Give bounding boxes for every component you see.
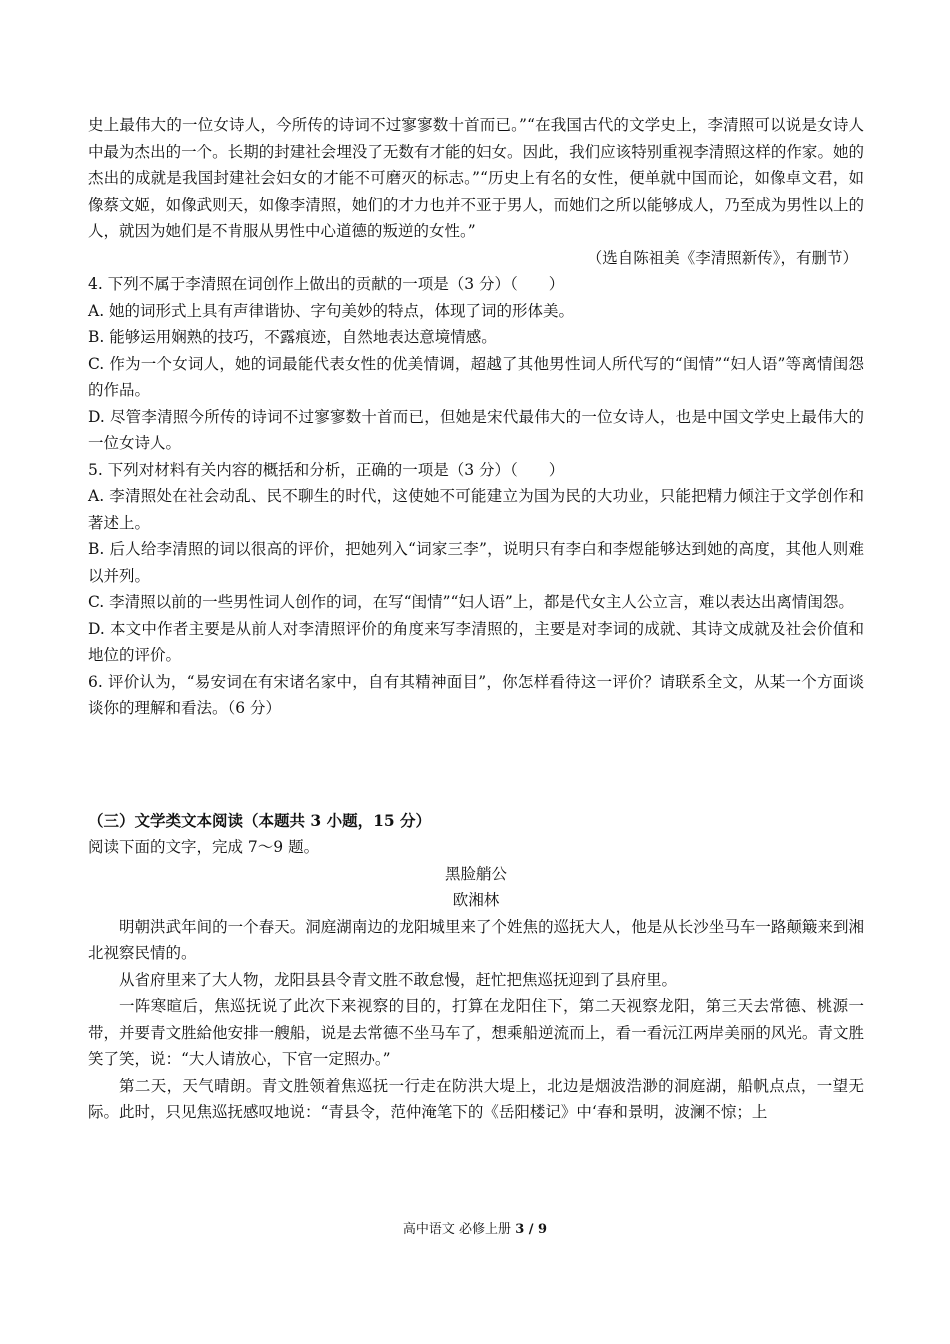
- story-paragraph-4: 第二天，天气晴朗。青文胜领着焦巡抚一行走在防洪大堤上，北边是烟波浩渺的洞庭湖，船帆点点，一望无际。此时，只见焦巡抚感叹地说：“青县令，范仲淹笔下的《岳阳楼记》中‘春和景明，波澜不惊；上: [88, 1076, 864, 1121]
- question-4-option-a: A. 她的词形式上具有声律谐协、字句美妙的特点，体现了词的形体美。: [88, 301, 575, 320]
- question-5-option-b: B. 后人给李清照的词以很高的评价，把她列入“词家三李”，说明只有李白和李煜能够达到她的高度，其他人则难以并列。: [88, 540, 864, 585]
- question-4-option-b: B. 能够运用娴熟的技巧，不露痕迹，自然地表达意境情感。: [88, 328, 497, 346]
- question-5: [88, 457, 864, 669]
- story-title: 黑脸艄公: [444, 864, 507, 883]
- section-3-instruction: 阅读下面的文字，完成 7～9 题。: [88, 838, 320, 856]
- question-4-option-c: C. 作为一个女词人，她的词最能代表女性的优美情调，超越了其他男性词人所代写的“闺情”“妇人语”等离情闺怨的作品。: [88, 354, 864, 399]
- question-6-stem: 6. 评价认为，“易安词在有宋诸名家中，自有其精神面目”，你怎样看待这一评价？请联系全文，从某一个方面谈谈你的理解和看法。（6 分）: [88, 672, 864, 717]
- page-number: 3 / 9: [515, 1222, 548, 1237]
- question-4-stem: 4. 下列不属于李清照在词创作上做出的贡献的一项是（3 分）（ ）: [88, 275, 565, 293]
- question-5-option-c: C. 李清照以前的一些男性词人创作的词，在写“闺情”“妇人语”上，都是代女主人公立言，难以表达出离情闺怨。: [88, 593, 854, 611]
- question-5-option-d: D. 本文中作者主要是从前人对李清照评价的角度来写李清照的，主要是对李词的成就、其诗文成就及社会价值和地位的评价。: [88, 619, 864, 664]
- question-5-option-a: A. 李清照处在社会动乱、民不聊生的时代，这使她不可能建立为国为民的大功业，只能把精力倾注于文学创作和著述上。: [88, 487, 864, 532]
- answer-space: [88, 722, 864, 808]
- source-citation: （选自陈祖美《李清照新传》，有删节）: [586, 248, 858, 267]
- question-4: [88, 271, 864, 457]
- story-paragraph-1: 明朝洪武年间的一个春天。洞庭湖南边的龙阳城里来了个姓焦的巡抚大人，他是从长沙坐马车一路颠簸来到湘北视察民情的。: [88, 917, 864, 962]
- section-3-heading: （三）文学类文本阅读（本题共 3 小题，15 分）: [88, 810, 432, 830]
- question-5-stem: 5. 下列对材料有关内容的概括和分析，正确的一项是（3 分）（ ）: [88, 460, 565, 479]
- footer-label: 高中语文 必修上册: [402, 1222, 512, 1237]
- intro-paragraph: 史上最伟大的一位女诗人，今所传的诗词不过寥寥数十首而已。”“在我国古代的文学史上，李清照可以说是女诗人中最为杰出的一个。长期的封建社会埋没了无数有才能的妇女。因此，我们应该特别重视李清照这样的作家。她的杰出的成就是我国封建社会妇女的才能不可磨灭的标志。”“历史上有名的女性，便单就中国而论，如像卓文君，如像蔡文姬，如像武则天，如像李清照，她们的才力也并不亚于男人，而她们之所以能够成人，乃至成为男性以上的人，就因为她们是不肯服从男性中心道德的叛逆的女性。”: [88, 116, 864, 240]
- section-3: [88, 808, 864, 1126]
- page-footer: [0, 1220, 950, 1240]
- question-6: [88, 669, 864, 722]
- story-paragraph-2: 从省府里来了大人物，龙阳县县令青文胜不敢怠慢，赶忙把焦巡抚迎到了县府里。: [119, 970, 678, 989]
- story-paragraph-3: 一阵寒暄后，焦巡抚说了此次下来视察的目的，打算在龙阳住下，第二天视察龙阳，第三天去常德、桃源一带，并要青文胜給他安排一艘船，说是去常德不坐马车了，想乘船逆流而上，看一看沅江两岸美丽的风光。青文胜笑了笑，说：“大人请放心，下官一定照办。”: [88, 997, 864, 1068]
- story-author: 欧湘林: [452, 891, 500, 909]
- question-4-option-d: D. 尽管李清照今所传的诗词不过寥寥数十首而已，但她是宋代最伟大的一位女诗人，也是中国文学史上最伟大的一位女诗人。: [88, 407, 864, 452]
- page-content: [88, 112, 864, 1126]
